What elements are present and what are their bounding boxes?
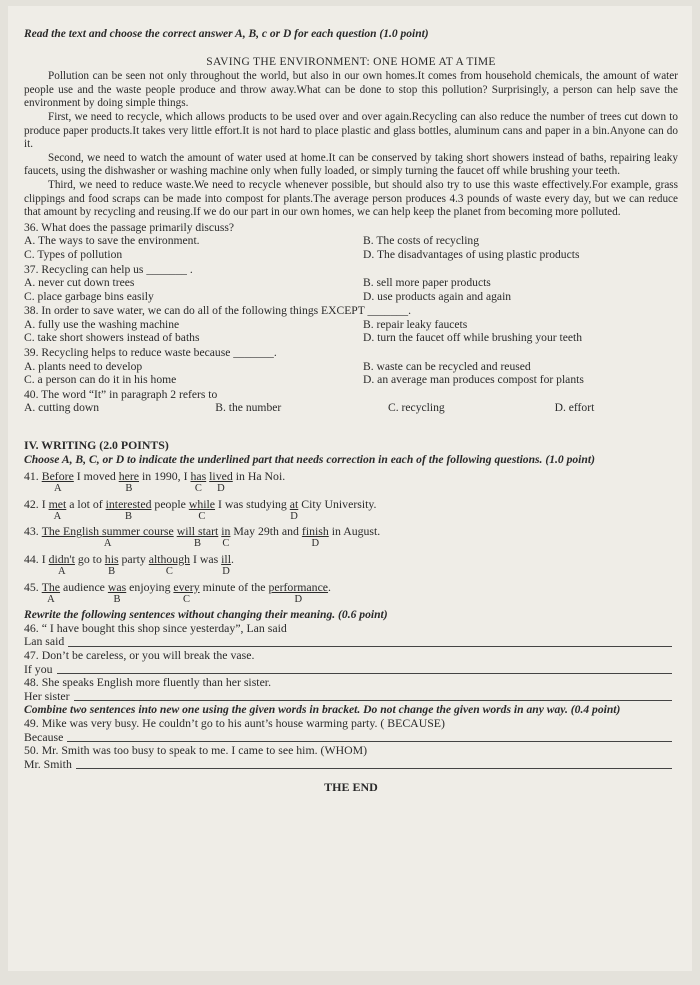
option-c[interactable]: C. take short showers instead of baths	[24, 331, 200, 345]
part-b[interactable]	[107, 579, 127, 605]
part-text: didn't	[48, 552, 75, 566]
option-d[interactable]: D. use products again and again	[363, 289, 512, 303]
part-text: here	[118, 469, 140, 484]
question-stem: 38. In order to save water, we can do all of the following things EXCEPT _______.	[24, 304, 411, 318]
question-45	[24, 581, 678, 605]
part-text: The	[41, 579, 61, 594]
option-b[interactable]: B. the number	[215, 401, 282, 415]
part-a[interactable]	[41, 469, 74, 495]
option-d[interactable]: D. an average man produces compost for plants	[363, 373, 584, 387]
part-letter: B	[193, 538, 202, 550]
part-text: was	[107, 579, 127, 594]
part-letter: B	[113, 593, 121, 605]
option-a[interactable]: A. never cut down trees	[24, 276, 135, 290]
part-letter: A	[53, 483, 62, 495]
q-text: I moved	[73, 469, 119, 484]
part-c[interactable]	[148, 552, 191, 577]
question-48: 48. She speaks English more fluently than her sister.	[24, 675, 272, 690]
part-d[interactable]	[289, 496, 299, 522]
the-end-marker: THE END	[324, 780, 378, 795]
part-letter: D	[294, 593, 303, 605]
answer-start: If you	[24, 661, 53, 676]
passage-title: SAVING THE ENVIRONMENT: ONE HOME AT A TIME	[206, 55, 496, 68]
part-text: met	[48, 496, 67, 511]
q-text: I was studying	[215, 496, 290, 511]
part-text: lived	[209, 469, 233, 484]
answer-start: Mr. Smith	[24, 756, 72, 771]
q-text: party	[118, 552, 149, 566]
part-d[interactable]	[301, 524, 329, 550]
part-letter: D	[217, 483, 225, 495]
question-options	[24, 360, 678, 387]
part-letter: C	[165, 566, 173, 577]
question-stem: 40. The word “It” in paragraph 2 refers to	[24, 387, 218, 401]
answer-line-49	[24, 731, 678, 745]
question-stem: 37. Recycling can help us _______ .	[24, 262, 193, 276]
answer-blank[interactable]	[67, 731, 672, 742]
q-prefix: 43.	[24, 524, 42, 539]
q-text: minute of the	[199, 579, 269, 594]
passage-paragraph: Second, we need to watch the amount of water used at home.It can be conserved by taking short showers instead of baths, repairing leaky faucets, using the dishwasher or washing machine only when fully loaded, or simply turning the faucet off while brushing your teeth.	[24, 151, 678, 178]
answer-start: Lan said	[24, 634, 65, 649]
part-d[interactable]	[209, 469, 233, 495]
part-c[interactable]	[188, 496, 216, 522]
part-text: will start	[176, 524, 219, 539]
option-a[interactable]: A. plants need to develop	[24, 359, 143, 373]
part-text: every	[173, 579, 200, 594]
part-a[interactable]	[48, 496, 67, 522]
question-38	[24, 304, 678, 345]
error-id-instruction: Choose A, B, C, or D to indicate the underlined part that needs correction in each of the following questions. (1.0 point)	[24, 452, 595, 466]
answer-blank[interactable]	[76, 758, 672, 769]
part-b[interactable]	[176, 524, 219, 550]
part-letter: C	[198, 510, 206, 522]
option-b[interactable]: B. repair leaky faucets	[363, 317, 468, 331]
part-text: ill	[221, 552, 231, 566]
q-text: .	[230, 552, 234, 566]
part-text: performance	[268, 579, 329, 594]
part-letter: C	[194, 483, 202, 495]
answer-start: Because	[24, 729, 64, 744]
q-prefix: 41.	[24, 469, 42, 484]
question-37	[24, 263, 678, 304]
q-text: I was	[190, 552, 222, 566]
question-46: 46. “ I have bought this shop since yesterday”, Lan said	[24, 620, 287, 635]
part-text: The English summer course	[41, 524, 174, 539]
part-c[interactable]	[221, 524, 231, 550]
passage-paragraph: Third, we need to reduce waste.We need to recycle whenever possible, but should also try to use this waste effectively.For example, grass clippings and food scraps can be made into compost for plants.The average person produces 4.3 pounds of waste every day, but we can reduce that amount by recycling and reusing.If we do our part in our own homes, we can help keep the planet from becoming more polluted.	[24, 178, 678, 219]
part-text: while	[188, 496, 216, 511]
answer-blank[interactable]	[57, 663, 672, 674]
q-text: in Ha Noi.	[232, 469, 286, 484]
option-c[interactable]: C. Types of pollution	[24, 247, 123, 261]
part-letter: B	[125, 483, 133, 495]
part-text: in	[221, 524, 231, 539]
passage-paragraph: First, we need to recycle, which allows products to be used over and over again.Recycling can also reduce the number of trees cut down to produce paper products.It takes very little effort.It is not hard to place plastic and glass bottles, aluminum cans and paper in a bin.Anyone can do it.	[24, 110, 678, 151]
part-c[interactable]	[190, 469, 207, 495]
part-letter: A	[53, 510, 62, 522]
passage-paragraph: Pollution can be seen not only throughout the world, but also in our own homes.It comes from household chemicals, the amount of water people use and the waste people produce and throw away.What can be done to stop this pollution? Surprisingly, a person can help save the environment by doing simple things.	[24, 70, 678, 110]
question-50: 50. Mr. Smith was too busy to speak to me. I came to see him. (WHOM)	[24, 743, 368, 758]
part-a[interactable]	[48, 552, 75, 577]
question-options	[24, 276, 678, 303]
exam-page	[8, 6, 692, 971]
option-d[interactable]: D. turn the faucet off while brushing your teeth	[363, 331, 583, 345]
part-text: his	[104, 552, 119, 566]
option-d[interactable]: D. effort	[554, 401, 595, 415]
part-letter: D	[311, 538, 320, 550]
option-a[interactable]: A. cutting down	[24, 401, 100, 415]
option-c[interactable]: C. place garbage bins easily	[24, 289, 154, 303]
question-39	[24, 346, 678, 387]
option-a[interactable]: A. The ways to save the environment.	[24, 234, 200, 248]
answer-blank[interactable]	[68, 636, 672, 647]
part-b[interactable]	[105, 496, 152, 522]
q-text: in August.	[328, 524, 381, 539]
option-c[interactable]: C. a person can do it in his home	[24, 373, 177, 387]
writing-heading: IV. WRITING (2.0 POINTS)	[24, 438, 169, 453]
question-options	[24, 234, 678, 261]
q-text: people	[151, 496, 189, 511]
part-text: although	[148, 552, 191, 566]
answer-start: Her sister	[24, 688, 70, 703]
rewrite-instruction: Rewrite the following sentences without changing their meaning. (0.6 point)	[24, 608, 388, 622]
part-b[interactable]	[118, 469, 140, 495]
option-b[interactable]: B. The costs of recycling	[363, 234, 480, 248]
question-stem: 39. Recycling helps to reduce waste because _______.	[24, 346, 277, 360]
question-options	[24, 401, 678, 415]
q-text: .	[328, 579, 331, 594]
question-40	[24, 388, 678, 415]
question-36	[24, 221, 678, 262]
q-text: City University.	[298, 496, 377, 511]
part-b[interactable]	[104, 552, 119, 577]
option-d[interactable]: D. The disadvantages of using plastic products	[363, 247, 580, 261]
q-text: a lot of	[66, 496, 106, 511]
part-letter: A	[47, 593, 55, 605]
part-c[interactable]	[173, 579, 200, 605]
q-text: go to	[74, 552, 105, 566]
question-options	[24, 318, 678, 345]
question-stem: 36. What does the passage primarily discuss?	[24, 220, 235, 234]
part-text: finish	[301, 524, 329, 539]
part-letter: A	[103, 538, 112, 550]
option-b[interactable]: B. sell more paper products	[363, 276, 491, 290]
answer-line-48	[24, 690, 678, 704]
part-text: interested	[105, 496, 152, 511]
question-43	[24, 525, 678, 549]
q-prefix: 44. I	[24, 552, 49, 566]
part-letter: B	[108, 566, 116, 577]
question-42	[24, 498, 678, 522]
part-letter: C	[183, 593, 191, 605]
answer-line-50	[24, 758, 678, 772]
part-letter: B	[125, 510, 133, 522]
part-d[interactable]	[268, 579, 329, 605]
part-text: has	[190, 469, 207, 484]
answer-blank[interactable]	[74, 690, 672, 701]
question-44	[24, 553, 678, 577]
question-47: 47. Don’t be careless, or you will break the vase.	[24, 647, 255, 662]
option-a[interactable]: A. fully use the washing machine	[24, 317, 180, 331]
question-41	[24, 470, 678, 494]
q-prefix: 45.	[24, 579, 42, 594]
answer-line-46	[24, 635, 678, 649]
part-letter: D	[290, 510, 298, 522]
q-text: in 1990, I	[139, 469, 191, 484]
option-b[interactable]: B. waste can be recycled and reused	[363, 359, 531, 373]
option-c[interactable]: C. recycling	[388, 401, 445, 415]
part-text: at	[289, 496, 299, 511]
part-letter: D	[222, 566, 230, 577]
part-d[interactable]	[221, 552, 231, 577]
q-prefix: 42. I	[24, 496, 49, 511]
q-text: May 29th and	[230, 524, 302, 539]
part-letter: A	[57, 566, 66, 577]
combine-instruction: Combine two sentences into new one using the given words in bracket. Do not change the given words in any way. (0.4 point)	[24, 703, 621, 717]
part-a[interactable]	[41, 579, 61, 605]
part-a[interactable]	[41, 524, 174, 550]
q-text: audience	[60, 579, 108, 594]
q-text: enjoying	[126, 579, 174, 594]
part-text: Before	[41, 469, 74, 484]
part-letter: C	[222, 538, 230, 550]
answer-line-47	[24, 663, 678, 677]
reading-instruction: Read the text and choose the correct answer A, B, c or D for each question (1.0 point)	[24, 28, 429, 40]
question-49: 49. Mike was very busy. He couldn’t go to his aunt’s house warming party. ( BECAUSE)	[24, 715, 445, 730]
